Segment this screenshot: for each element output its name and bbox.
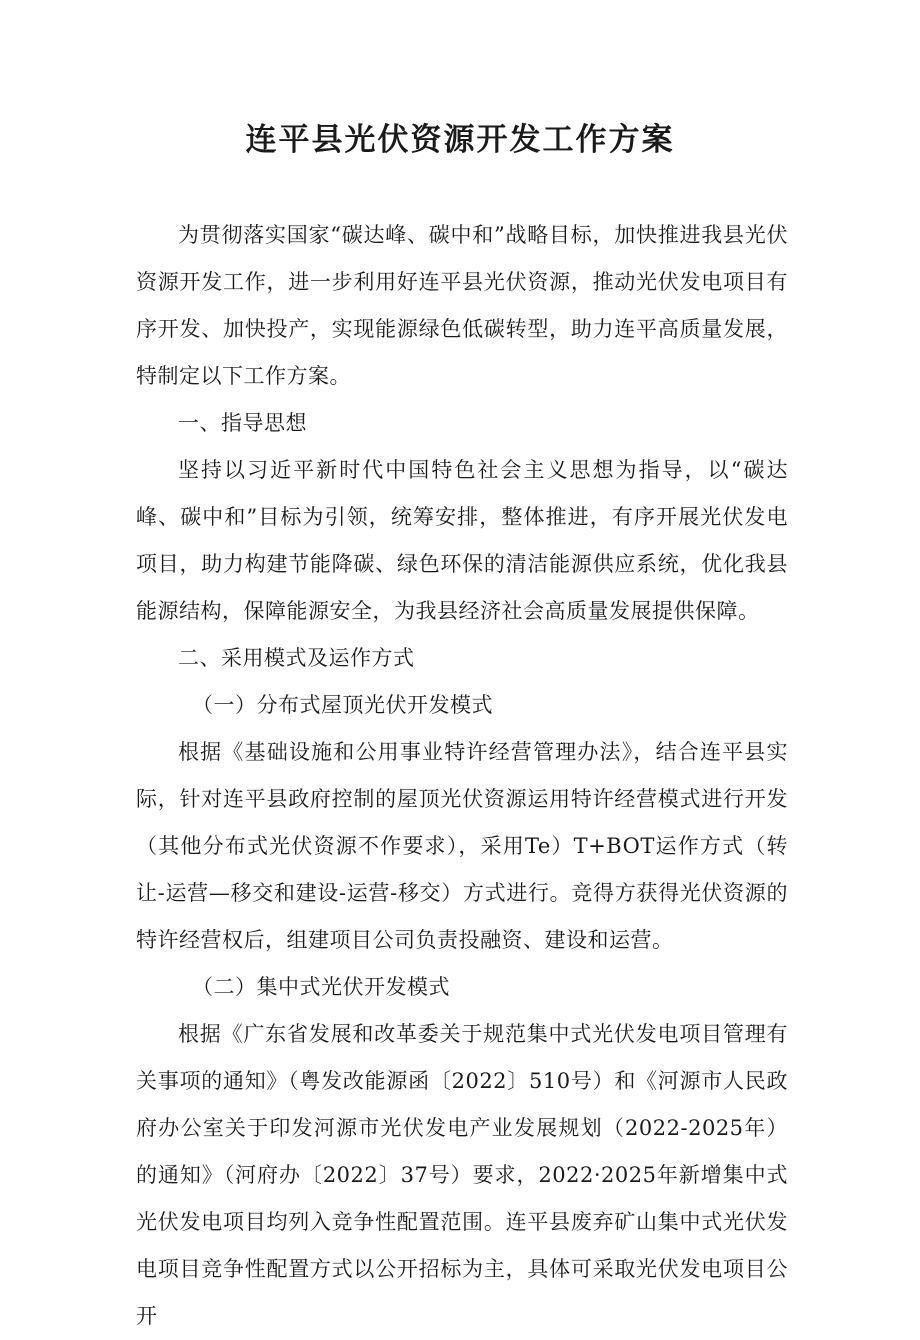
- section-1-paragraph: 坚持以习近平新时代中国特色社会主义思想为指导，以“碳达峰、碳中和”目标为引领，统筹安排，整体推进，有序开展光伏发电项目，助力构建节能降碳、绿色环保的清洁能源供应系统，优化我县能源结构，保障能源安全，为我县经济社会高质量发展提供保障。: [136, 458, 788, 623]
- section-2-2-paragraph: 根据《广东省发展和改革委关于规范集中式光伏发电项目管理有关事项的通知》（粤发改能源函〔2022〕510号）和《河源市人民政府办公室关于印发河源市光伏发电产业发展规划（2022-2025年）的通知》（河府办〔2022〕37号）要求，2022·2025年新增集中式光伏发电项目均列入竞争性配置范围。连平县废弃矿山集中式光伏发电项目竞争性配置方式以公开招标为主，具体可采取光伏发电项目公开: [136, 1022, 788, 1328]
- intro-paragraph: 为贯彻落实国家“碳达峰、碳中和”战略目标，加快推进我县光伏资源开发工作，进一步利用好连平县光伏资源，推动光伏发电项目有序开发、加快投产，实现能源绿色低碳转型，助力连平高质量发展，特制定以下工作方案。: [136, 223, 788, 388]
- section-2-1-paragraph: 根据《基础设施和公用事业特许经营管理办法》，结合连平县实际，针对连平县政府控制的屋顶光伏资源运用特许经营模式进行开发（其他分布式光伏资源不作要求），采用Te）T+BOT运作方式（转让-运营—移交和建设-运营-移交）方式进行。竞得方获得光伏资源的特许经营权后，组建项目公司负责投融资、建设和运营。: [136, 740, 788, 952]
- section-1-heading: 一、指导思想: [178, 411, 307, 435]
- document-body: [136, 212, 788, 1340]
- document-title: 连平县光伏资源开发工作方案: [245, 122, 675, 158]
- section-2-heading: 二、采用模式及运作方式: [178, 646, 415, 670]
- section-2-2-heading: （二）集中式光伏开发模式: [192, 975, 450, 999]
- section-2-1-heading: （一）分布式屋顶光伏开发模式: [192, 693, 493, 717]
